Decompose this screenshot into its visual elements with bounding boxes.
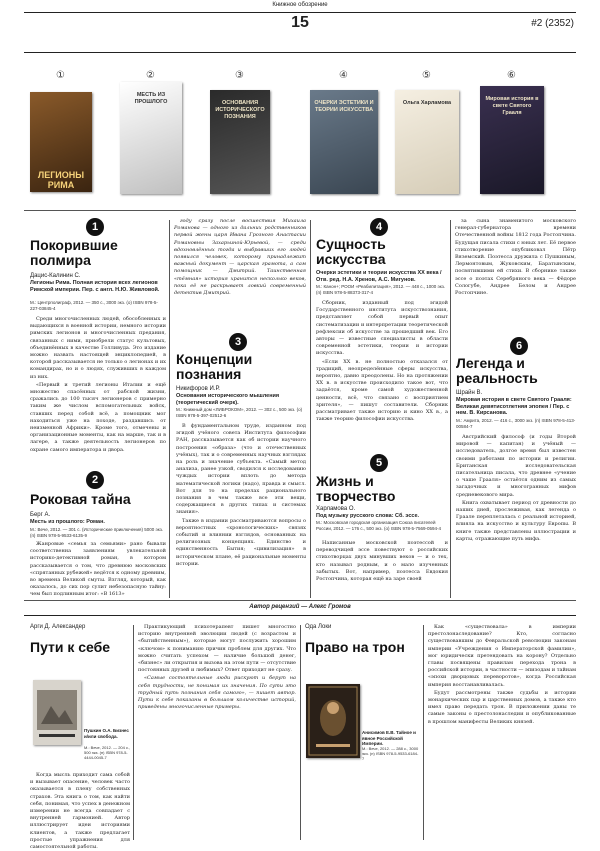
- book-cover-6: [480, 86, 544, 194]
- lower-text-1: [138, 624, 296, 838]
- book-cover-title: ОСНОВАНИЯ ИСТОРИЧЕСКОГО ПОЗНАНИЯ: [215, 100, 265, 120]
- lower-title-2: Право на трон: [305, 639, 405, 655]
- article-meta-4: М.: Канон+; РООИ «Реабилитация», 2012. — 448 с., 1000 экз. (п) ISBN 978-5-88373-317-4: [316, 284, 446, 295]
- article-book-5: Под музыку русского слова: Сб. эссе.: [316, 513, 420, 519]
- article-book-4: Очерки эстетики и теории искусства XX века / Отв. ред. Н.А. Хренов, А.С. Мигунов.: [316, 270, 442, 283]
- paragraph: Как «существовала» в империи престолонаследование? Кто, согласно существовавшим до Февральской революции законам империи «Учреждения о Императорской фамилии», мог юридически претендовать на корону? Отдельно главы посвящены правилам перехода трона в российской истории, в частности — эпизодам и тайнам «эпохи дворцовых переворотов», когда Российская империя восстанавливалась.: [428, 624, 576, 688]
- paragraph: «Первый и третий легионы Италии и ещё множество спасённых от рабской жизни, сражались до 100 тысяч легионеров с примерно таким же числом вспомогательных войск, ставших перед собой всё, а помощник мог находиться уже на походе, раздавшись от неизменной Африки». Кроме того, отмечены и организационные моменты, как на марше, так и в лагере, а также деятельность легионеров по охране самого императора и двора.: [30, 381, 166, 453]
- page-number: 15: [291, 14, 309, 31]
- article-number-2: 2: [86, 471, 104, 489]
- article-author-3: Никифоров И.Р.: [176, 386, 220, 392]
- article-book-6: Мировая история в свете Святого Грааля: Великая девятисотлетняя эпопея / Пер. с нем. В. Кирсанова.: [456, 397, 572, 416]
- book-cover-title: ЛЕГИОНЫ РИМА: [37, 170, 85, 190]
- column-divider: [300, 625, 301, 840]
- article-number-4: 4: [370, 218, 388, 236]
- paragraph: В фундаментальном труде, изданном под эгидой учёного совета Института философии РАН, рассказывается как об истории научного построения «образа» (что и отечественных учёных), так и о современных научных взглядах на роль и значение субъекта. «Самый метод анализа, ранее узкой, сводился к исследованию чуждых истории вплоть до метода математической логики (надо), правда и смысл. Вот для то на пределах рационального познания в чем также все эти вещи, содержащиеся в других типах и системах знания».: [176, 423, 306, 516]
- paragraph: Будут рассмотрены также судьбы и истории монархических пар и царственных домов, а также кто имел право передать трон. В приложении даны те самые законы о престолонаследии и опубликованные в прошлом манифесты Великих князей.: [428, 689, 576, 725]
- article-author-5: Харламова О.: [316, 506, 356, 512]
- column-divider: [169, 220, 170, 598]
- article-author-6: Шрайн В.: [456, 390, 483, 396]
- issue-number: #2 (2352): [531, 18, 574, 29]
- lower-text-2: [428, 624, 576, 838]
- book-cover-1: [30, 92, 92, 192]
- paragraph: «Самые состоятельные люди рискуют и берут на себя трудности, не понимая их значения. По сути это трудный путь познания себя самого», — пишет автор. Пути к себе показаны в большом количестве историй, приведены многочисленные примеры.: [138, 675, 296, 711]
- article-meta-2: М.: Вече, 2012. — 301 с. (Исторические приключения) 5000 экз. (п) ISBN 978-5-9533-6135-9: [30, 527, 164, 538]
- book-number-6: ⑥: [507, 70, 516, 81]
- lower-book-1: Пушкин О.А. Бизнес и/или свобода.: [84, 728, 129, 739]
- article-title-3: Концепции познания: [176, 351, 253, 382]
- article-title-2: Роковая тайна: [30, 491, 131, 507]
- column-divider: [133, 625, 134, 840]
- lower-intro-1: [30, 772, 130, 851]
- paragraph: Также в издании рассматриваются вопросы о вероятностных «хронологических» связях событий и влиянии взглядов, основанных на религиозных концепциях. Единство и единственность Бытия; «цивилизация» в историческом плане, её рациональные моменты истории.: [176, 517, 306, 567]
- reviewer-rule: [24, 600, 576, 601]
- lower-meta-1: М.: Вече, 2012. — 204 с., 500 экз. (п) ISBN 978-5-4444-0045-7: [84, 745, 131, 760]
- book-cover-4: [310, 90, 378, 194]
- book-cover-title: ОЧЕРКИ ЭСТЕТИКИ И ТЕОРИИ ИСКУССТВА: [314, 100, 374, 113]
- article-book-3: Основания исторического мышления (теоретический очерк).: [176, 393, 280, 406]
- article-author-2: Берг А.: [30, 512, 51, 518]
- section-rule-thick: [24, 615, 576, 616]
- article-title-1: Покорившие полмира: [30, 237, 118, 268]
- book-cover-title: Ольга Харламова: [402, 100, 452, 106]
- article-meta-6: М.: Амрита, 2012. — 416 с., 3000 экз. (п) ISBN 978-5-413-00584-7: [456, 418, 576, 429]
- article-book-2: Месть из прошлого: Роман.: [30, 519, 105, 525]
- paragraph: Книга охватывает период от древности до наших дней, прослеживая, как легенда о Граале переплеталась с реальной историей, влияла на искусство и культуру Европы. В книге также представлены иллюстрации и карты, отражающие путь мифа.: [456, 499, 576, 542]
- article-meta-3: М.: Книжный дом «ЛИБРОКОМ», 2012. — 302 с., 500 экз. (о) ISBN 978-5-397-02512-6: [176, 407, 303, 418]
- paragraph: за сына знаменитого московского генерал-губернатора времени Отечественной войны 1812 года Ростопчина. Будущая писала стихи с юных лет. Её первое стихотворение опубликовал Пётр Вяземский. Поэтесса дружила с Пушкиным, Лермонтовым, Жуковским, Баратынским, посвятившими ей стихи. В сборнике также эссе о поэтах Серебряного века — Фёдоре Сологубе, Андрее Белом и Андрее Ростопчине.: [455, 218, 576, 297]
- paragraph: Написанные московской поэтессой и переводчицей эссе повествуют о российских стихотворцах двух минувших веков — и о тех, кто называл родным, и о мало изученных забытых. Вот, например, поэтесса Евдокия Ростопчина, которая ещё на заре своей: [316, 540, 448, 583]
- paragraph: Когда мысль приходит сама собой и вызывает опасение, человек часто оказывается в плену собственных страхов. Эта книга о том, как найти себя, понимая, что успех в денежном измерении не всегда совпадает с внутренней гармонией. Автор иллюстрирует идеи историями клиентов, а также предлагает простые упражнения для самостоятельной работы.: [30, 772, 130, 851]
- book-cover-title: Мировая история в свете Святого Грааля: [485, 96, 539, 116]
- book-number-5: ⑤: [422, 70, 431, 81]
- section-rule: [24, 210, 576, 211]
- article-number-5: 5: [370, 454, 388, 472]
- book-cover-2: [120, 82, 182, 194]
- paragraph: «Если XX в. не полностью отказался от традиций, неопределённые сферы искусства, вероятно, давно преодолены. Но на протяжении XX в. в искусстве происходило такое вот, что задаётся, кроме самой художественной ценности, всё, что связано с восприятием зрителя», — пишут составители. Сборник рассматривает также историю и кино XX в., а также теорию философии искусства.: [316, 358, 448, 423]
- column-divider: [310, 220, 311, 598]
- lower-title-1: Пути к себе: [30, 639, 111, 655]
- article-author-1: Дацис-Калинин С.: [30, 273, 81, 279]
- lower-meta-2: М.: Вече, 2012. — 288 с., 3000 экз. (п) ISBN 978-5-9533-6184-7: [362, 746, 419, 761]
- article-text-5: [316, 540, 448, 597]
- header-rule-bottom: [24, 52, 576, 53]
- header-rule: [24, 12, 576, 13]
- book-cover-title: МЕСТЬ ИЗ ПРОШЛОГО: [134, 92, 168, 105]
- book-number-4: ④: [339, 70, 348, 81]
- article-text-4: [316, 300, 448, 450]
- book-cover-5: [395, 90, 459, 194]
- lower-author-1: Арги Д. Александер: [30, 624, 86, 630]
- article-text-1: [30, 316, 166, 466]
- article-text-6: [456, 434, 576, 597]
- lower-book-2: Анисимов Е.В. Тайное и явное Российской Империи.: [362, 730, 416, 746]
- book-number-3: ③: [235, 70, 244, 81]
- continuation-text: [174, 218, 306, 330]
- paragraph: Жанровые «семья за семьями» рано бывали соответственна заявлениям увлекательной историко-детективной роман, в котором рассказывается о том, что древнюю московских «спрятанных рубежей» ведётся к одному древним, во времена Великой смуты. Взгляд, который, как оказалось, до сих пор сулит небезопасную тайну: чем был подлинным итог: «В 1613»: [30, 541, 166, 598]
- book-cover-3: [210, 90, 270, 194]
- article-meta-5: М.: Московская городская организация Союза писателей России, 2012. — 176 с., 500 экз. (о) ISBN 978-5-7569-0594-4: [316, 520, 442, 531]
- lower-author-2: Ода Локи: [305, 624, 332, 630]
- article-number-6: 6: [510, 337, 528, 355]
- continuation-text-col4: [455, 218, 576, 328]
- paragraph: Практикующий психотерапевт пишет многостно историю внутренней эволюции людей (с возрастом и «бытийственным»), которые могут послужить хорошим «ключом» к пониманию причин проблем для других. Что можно считать успехом — наличие большой денег, «бизнес» ли открытия и вызова на этом пути — отсутствие постоянных друзей и любимых? Ответ приходит не сразу.: [138, 624, 296, 674]
- paragraph: Сборник, изданный под эгидой Государственного института искусствознания, представляет собой первый опыт систематизации и интерпретации теоретической рефлексии об искусстве за прошедший век. Его авторы — известные специалисты в области современной эстетики, теории и истории искусства.: [316, 300, 448, 357]
- article-text-3: [176, 423, 306, 597]
- article-book-1: Легионы Рима. Полная история всех легионов Римской империи. Пер. с англ. Н.Ю. Живловой.: [30, 280, 160, 293]
- column-divider: [423, 625, 424, 840]
- article-meta-1: М.: Центрполиграф, 2012. — 350 с., 3000 экз. (о) ISBN 978-5-227-03845-4: [30, 300, 158, 311]
- journal-header: Книжное обозрение: [272, 2, 328, 8]
- book-cover-empire: [306, 684, 360, 758]
- article-title-5: Жизнь и творчество: [316, 473, 396, 504]
- article-number-3: 3: [229, 333, 247, 351]
- paragraph: году сразу после восшествия Михаила Романова — одного из дальних родственников первой жены царя Ивана Грозного Анастасии Романовны Захарьиной-Юрьевой, — среди вдохновлённых тогда и выбравших его людей появился человек, которому принадлежит важный документ — царская грамота, а сам помощник — Дмитрий. Таинственная «тёмная» история хранится несколько веков, пока её не раскрывает ловкий современный детектив Дмитрий.: [174, 218, 306, 297]
- article-title-4: Сущность искусства: [316, 236, 386, 267]
- book-number-1: ①: [56, 70, 65, 81]
- column-divider: [450, 220, 451, 598]
- book-number-2: ②: [146, 70, 155, 81]
- book-cover-paths: [33, 680, 81, 745]
- paragraph: Австрийский философ (и годы Второй мировой — капитан) и учёный — исследователь, долгое время был известен своими работами по истории и религии. Британская исследовательская писательница писала, что древнее «учение о чаше Грааля» остаётся одним из самых загадочных и многогранных мифов средневекового мира.: [456, 434, 576, 498]
- paragraph: Среди многочисленных людей, обособленных и выдающихся в военной истории, немного истории римских легионов и многочисленных предания, связанных с ними, приобрели статус культовых, объединённых в качестве Голливуда. Это издание можно назвать настоящей энциклопедией, в которой рассказывается не только о легионах и их командирах, но и о людях, служивших в каждом из них.: [30, 316, 166, 380]
- article-text-2: [30, 541, 166, 598]
- reviewer-credit: Автор рецензий — Алекс Громов: [249, 604, 351, 610]
- article-title-6: Легенда и реальность: [456, 355, 538, 386]
- article-number-1: 1: [86, 218, 104, 236]
